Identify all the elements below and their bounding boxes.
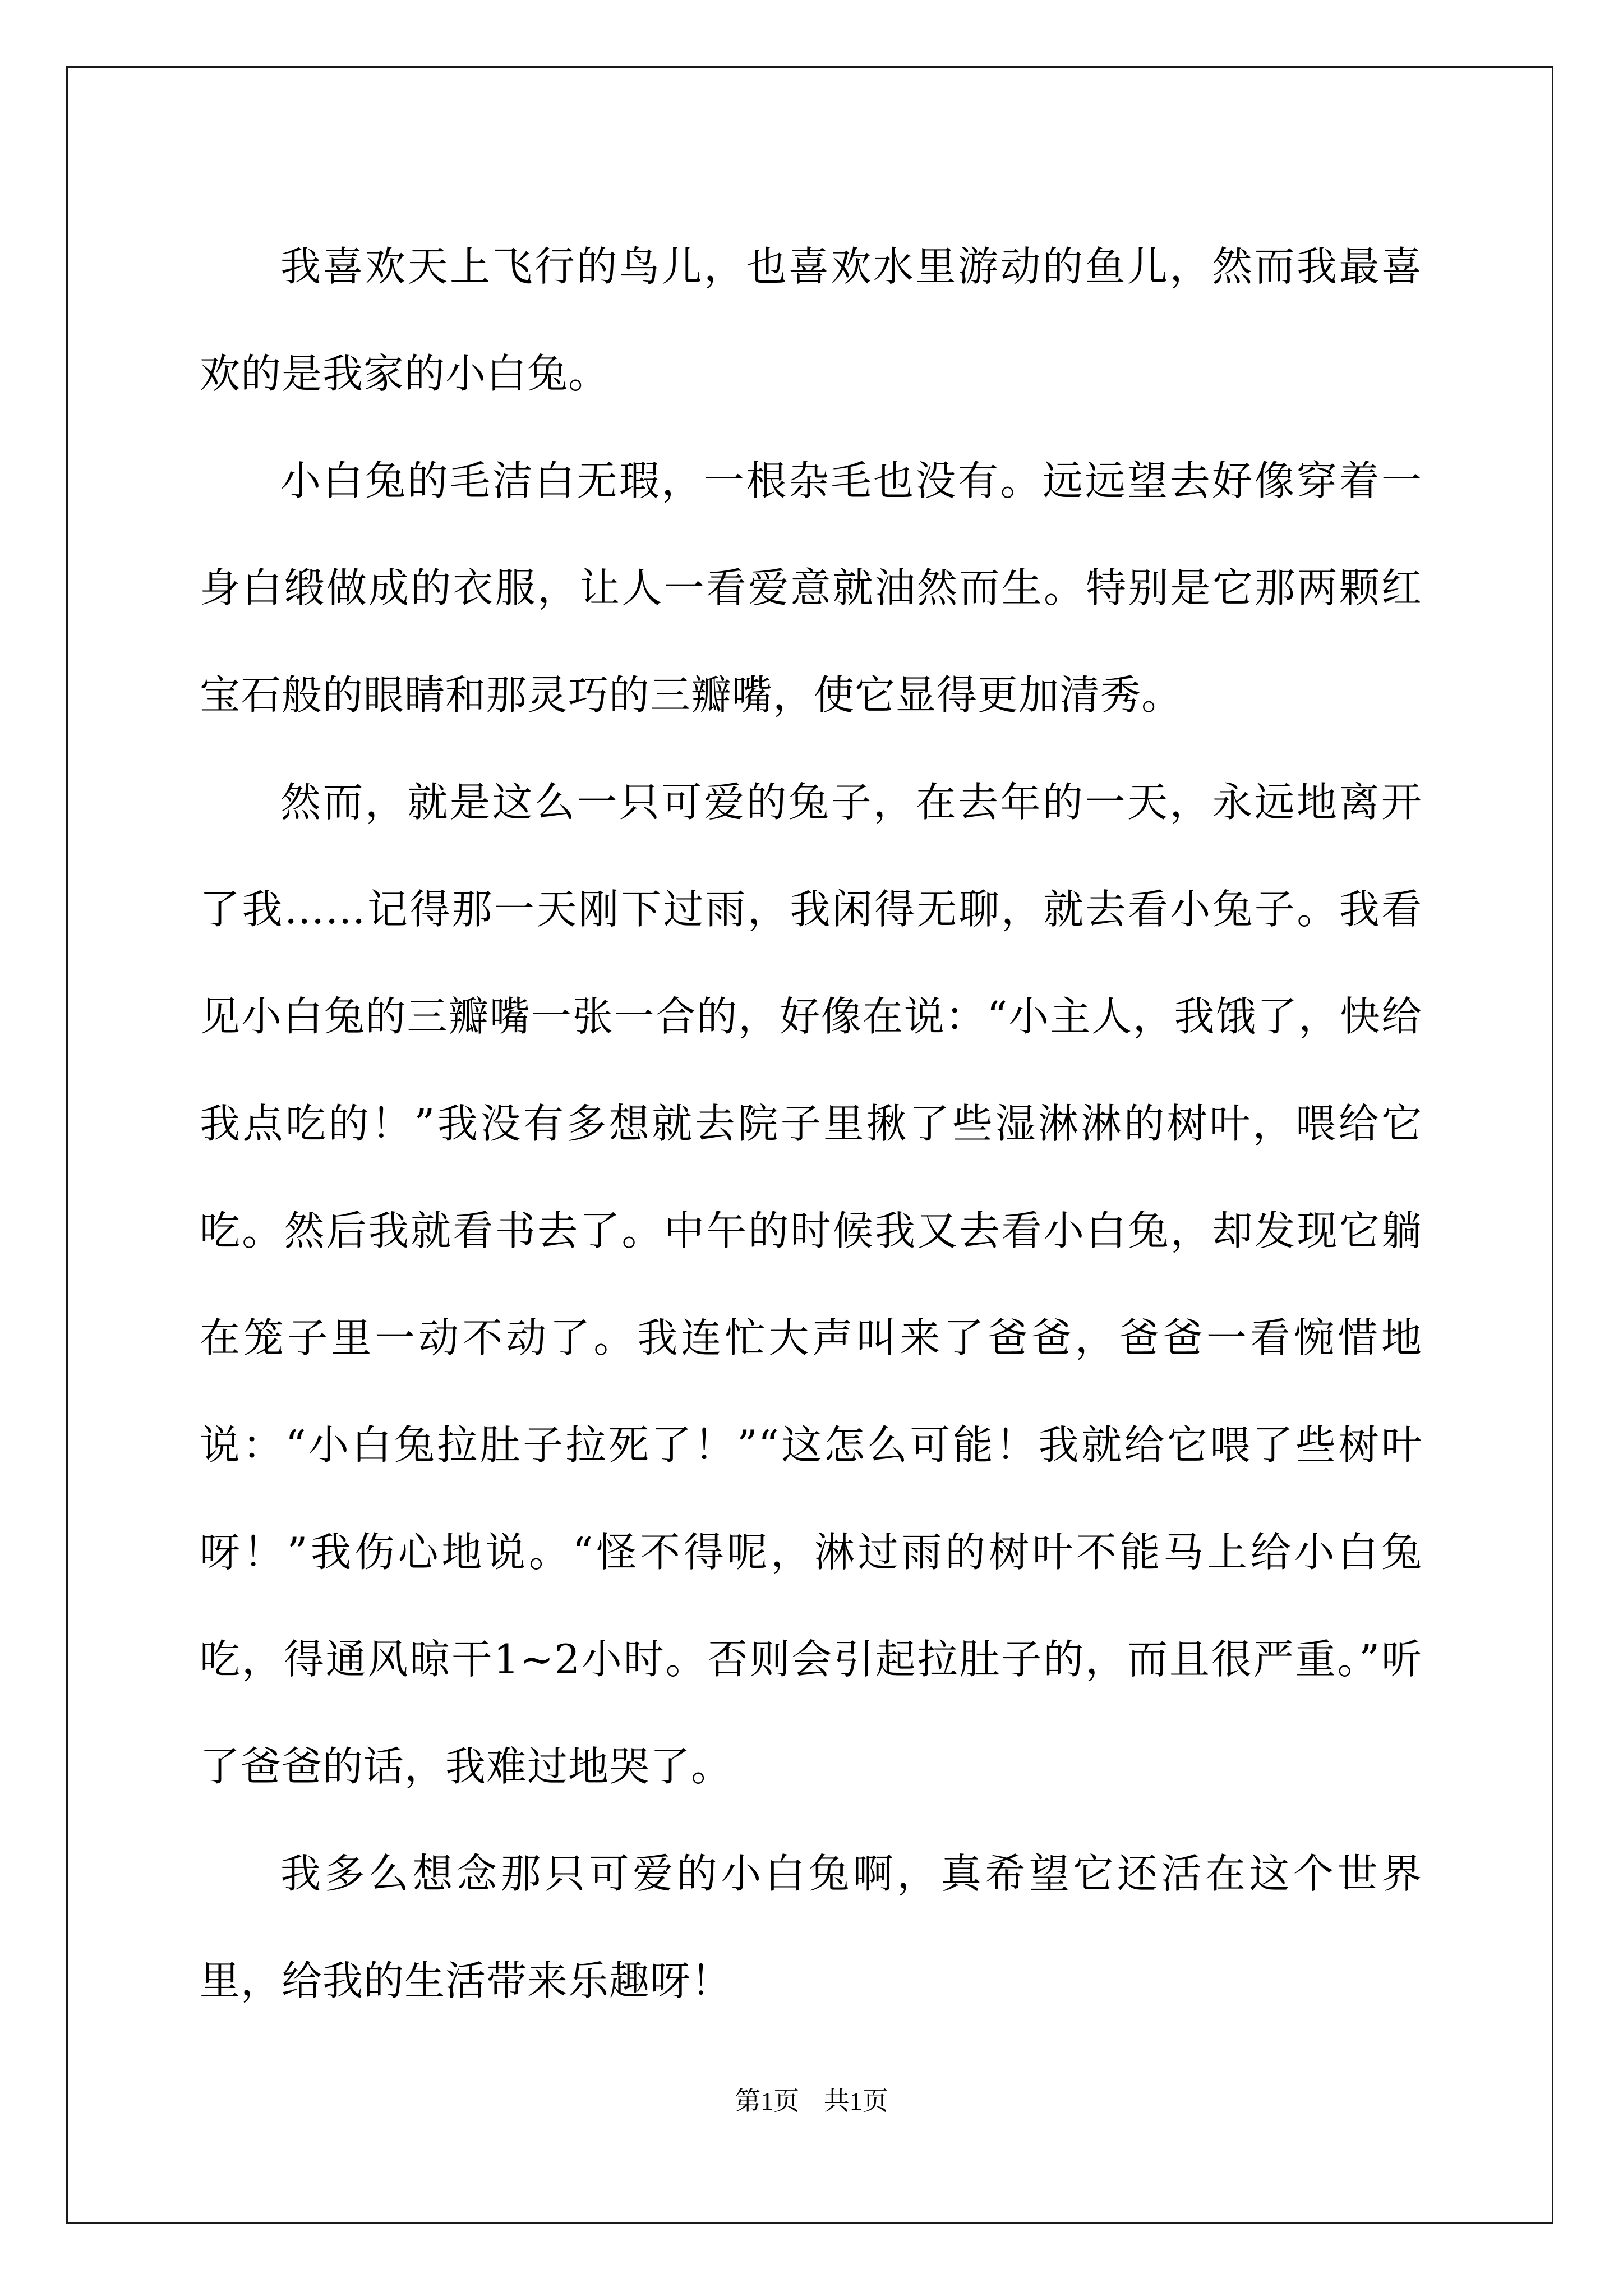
paragraph-1: 我喜欢天上飞行的鸟儿，也喜欢水里游动的鱼儿，然而我最喜欢的是我家的小白兔。 bbox=[200, 243, 1422, 397]
paragraph-3: 然而，就是这么一只可爱的兔子，在去年的一天，永远地离开了我……记得那一天刚下过雨，我闲得无聊，就去看小兔子。我看见小白兔的三瓣嘴一张一合的，好像在说：“小主人，我饿了，快给我点吃的！”我没有多想就去院子里揪了些湿淋淋的树叶，喂给它吃。然后我就看书去了。中午的时候我又去看小白兔，却发现它躺在笼子里一动不动了。我连忙大声叫来了爸爸，爸爸一看惋惜地说：“小白兔拉肚子拉死了！”“这怎么可能！我就给它喂了些树叶呀！”我伤心地说。“怪不得呢，淋过雨的树叶不能马上给小白兔吃，得通风晾干1~2小时。否则会引起拉肚子的，而且很严重。”听了爸爸的话，我难过地哭了。 bbox=[200, 779, 1422, 1790]
page-total: 共1页 bbox=[823, 2087, 888, 2115]
page-number: 第1页 bbox=[735, 2087, 800, 2115]
page-footer bbox=[0, 2085, 1623, 2118]
paragraph-4: 我多么想念那只可爱的小白兔啊，真希望它还活在这个世界里，给我的生活带来乐趣呀！ bbox=[200, 1850, 1422, 2004]
paragraph-2: 小白兔的毛洁白无瑕，一根杂毛也没有。远远望去好像穿着一身白缎做成的衣服，让人一看爱意就油然而生。特别是它那两颗红宝石般的眼睛和那灵巧的三瓣嘴，使它显得更加清秀。 bbox=[200, 457, 1422, 719]
document-body bbox=[200, 213, 1422, 2035]
